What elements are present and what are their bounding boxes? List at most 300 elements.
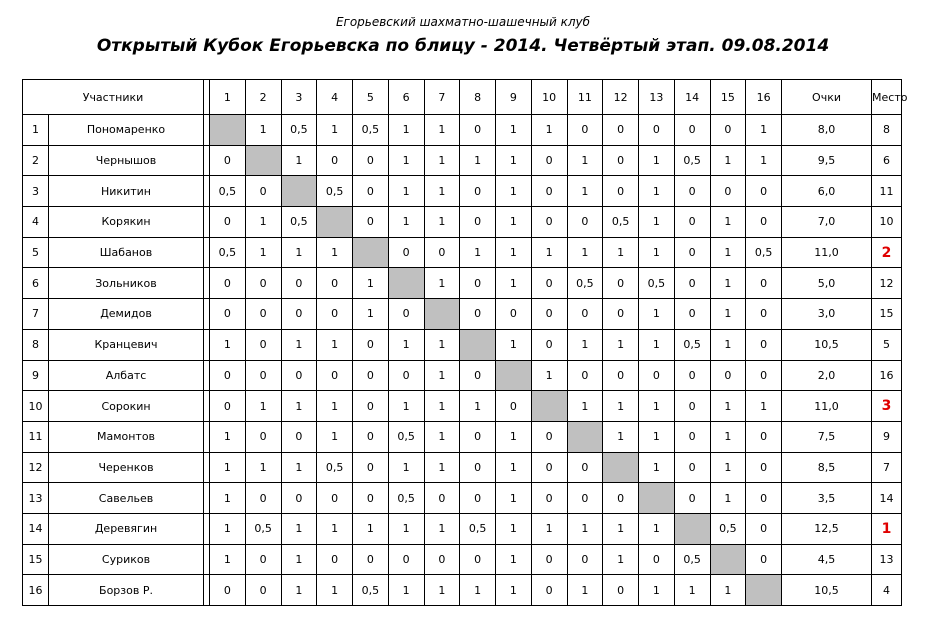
round-header-12: 12 bbox=[603, 80, 639, 115]
result-cell: 1 bbox=[317, 513, 353, 544]
points-cell: 11,0 bbox=[782, 391, 872, 422]
result-cell: 0 bbox=[281, 268, 317, 299]
result-cell: 1 bbox=[531, 513, 567, 544]
result-cell: 1 bbox=[639, 575, 675, 606]
table-row bbox=[23, 483, 902, 514]
points-cell: 9,5 bbox=[782, 145, 872, 176]
result-cell: 1 bbox=[603, 391, 639, 422]
result-cell: 1 bbox=[281, 544, 317, 575]
result-cell: 0 bbox=[353, 360, 389, 391]
result-cell: 1 bbox=[567, 575, 603, 606]
row-number: 16 bbox=[23, 575, 49, 606]
diagonal-cell bbox=[746, 575, 782, 606]
result-cell: 0,5 bbox=[245, 513, 281, 544]
diagonal-cell bbox=[567, 421, 603, 452]
result-cell: 1 bbox=[531, 237, 567, 268]
result-cell: 0 bbox=[424, 483, 460, 514]
result-cell: 0 bbox=[603, 268, 639, 299]
result-cell: 0 bbox=[710, 115, 746, 146]
result-cell: 0 bbox=[353, 421, 389, 452]
result-cell: 0 bbox=[388, 544, 424, 575]
result-cell: 0,5 bbox=[567, 268, 603, 299]
result-cell: 0 bbox=[281, 360, 317, 391]
result-cell: 0 bbox=[746, 299, 782, 330]
result-cell: 0 bbox=[746, 513, 782, 544]
result-cell: 0,5 bbox=[317, 452, 353, 483]
row-number: 13 bbox=[23, 483, 49, 514]
result-cell: 0 bbox=[746, 452, 782, 483]
table-row bbox=[23, 513, 902, 544]
result-cell: 1 bbox=[460, 391, 496, 422]
result-cell: 0 bbox=[746, 544, 782, 575]
result-cell: 1 bbox=[245, 207, 281, 238]
points-cell: 3,5 bbox=[782, 483, 872, 514]
diagonal-cell bbox=[388, 268, 424, 299]
participant-name: Никитин bbox=[49, 176, 204, 207]
result-cell: 0 bbox=[317, 268, 353, 299]
result-cell: 0 bbox=[674, 207, 710, 238]
result-cell: 1 bbox=[746, 115, 782, 146]
result-cell: 1 bbox=[388, 115, 424, 146]
table-row bbox=[23, 391, 902, 422]
result-cell: 0 bbox=[281, 299, 317, 330]
crosstable-body bbox=[23, 115, 902, 606]
place-cell-prize: 2 bbox=[872, 237, 902, 268]
result-cell: 0 bbox=[210, 268, 246, 299]
result-cell: 0 bbox=[639, 544, 675, 575]
result-cell: 0 bbox=[245, 483, 281, 514]
result-cell: 1 bbox=[317, 115, 353, 146]
points-cell: 7,0 bbox=[782, 207, 872, 238]
diagonal-cell bbox=[460, 329, 496, 360]
round-header-15: 15 bbox=[710, 80, 746, 115]
result-cell: 0 bbox=[245, 329, 281, 360]
diagonal-cell bbox=[281, 176, 317, 207]
result-cell: 1 bbox=[710, 207, 746, 238]
table-row bbox=[23, 237, 902, 268]
result-cell: 1 bbox=[496, 483, 532, 514]
table-row bbox=[23, 268, 902, 299]
points-cell: 12,5 bbox=[782, 513, 872, 544]
result-cell: 0 bbox=[531, 268, 567, 299]
result-cell: 0 bbox=[674, 268, 710, 299]
result-cell: 1 bbox=[460, 237, 496, 268]
table-row bbox=[23, 299, 902, 330]
result-cell: 0 bbox=[567, 483, 603, 514]
header-row bbox=[23, 80, 902, 115]
result-cell: 0 bbox=[496, 391, 532, 422]
round-header-10: 10 bbox=[531, 80, 567, 115]
result-cell: 1 bbox=[531, 115, 567, 146]
result-cell: 0 bbox=[674, 421, 710, 452]
place-cell: 9 bbox=[872, 421, 902, 452]
result-cell: 1 bbox=[424, 575, 460, 606]
result-cell: 1 bbox=[388, 452, 424, 483]
result-cell: 1 bbox=[496, 145, 532, 176]
result-cell: 0 bbox=[674, 115, 710, 146]
result-cell: 0 bbox=[317, 360, 353, 391]
result-cell: 1 bbox=[210, 513, 246, 544]
result-cell: 0 bbox=[317, 544, 353, 575]
result-cell: 0 bbox=[746, 207, 782, 238]
round-header-9: 9 bbox=[496, 80, 532, 115]
result-cell: 0 bbox=[210, 360, 246, 391]
result-cell: 0 bbox=[245, 544, 281, 575]
result-cell: 1 bbox=[496, 115, 532, 146]
result-cell: 0 bbox=[603, 176, 639, 207]
result-cell: 1 bbox=[603, 329, 639, 360]
round-header-1: 1 bbox=[210, 80, 246, 115]
result-cell: 0 bbox=[460, 483, 496, 514]
result-cell: 1 bbox=[496, 575, 532, 606]
result-cell: 0 bbox=[388, 237, 424, 268]
result-cell: 0 bbox=[674, 483, 710, 514]
result-cell: 0 bbox=[460, 299, 496, 330]
result-cell: 1 bbox=[424, 268, 460, 299]
diagonal-cell bbox=[496, 360, 532, 391]
participant-name: Пономаренко bbox=[49, 115, 204, 146]
place-cell: 16 bbox=[872, 360, 902, 391]
result-cell: 1 bbox=[460, 145, 496, 176]
result-cell: 0 bbox=[460, 176, 496, 207]
result-cell: 0 bbox=[460, 421, 496, 452]
result-cell: 1 bbox=[388, 575, 424, 606]
result-cell: 0 bbox=[746, 268, 782, 299]
result-cell: 1 bbox=[710, 575, 746, 606]
result-cell: 1 bbox=[567, 176, 603, 207]
result-cell: 1 bbox=[639, 513, 675, 544]
result-cell: 0 bbox=[317, 145, 353, 176]
result-cell: 0,5 bbox=[210, 176, 246, 207]
participant-name: Сорокин bbox=[49, 391, 204, 422]
participant-name: Корякин bbox=[49, 207, 204, 238]
result-cell: 0 bbox=[317, 299, 353, 330]
table-row bbox=[23, 207, 902, 238]
table-row bbox=[23, 360, 902, 391]
result-cell: 1 bbox=[496, 329, 532, 360]
points-cell: 10,5 bbox=[782, 575, 872, 606]
table-row bbox=[23, 575, 902, 606]
row-number: 11 bbox=[23, 421, 49, 452]
result-cell: 1 bbox=[710, 145, 746, 176]
result-cell: 1 bbox=[710, 237, 746, 268]
result-cell: 1 bbox=[245, 391, 281, 422]
points-cell: 3,0 bbox=[782, 299, 872, 330]
place-cell: 14 bbox=[872, 483, 902, 514]
round-header-8: 8 bbox=[460, 80, 496, 115]
result-cell: 1 bbox=[710, 268, 746, 299]
participant-name: Савельев bbox=[49, 483, 204, 514]
result-cell: 0 bbox=[531, 176, 567, 207]
result-cell: 0 bbox=[388, 360, 424, 391]
result-cell: 1 bbox=[424, 452, 460, 483]
result-cell: 0 bbox=[603, 360, 639, 391]
table-row bbox=[23, 115, 902, 146]
result-cell: 0 bbox=[531, 299, 567, 330]
place-cell: 13 bbox=[872, 544, 902, 575]
result-cell: 0,5 bbox=[710, 513, 746, 544]
result-cell: 1 bbox=[567, 145, 603, 176]
result-cell: 0 bbox=[603, 483, 639, 514]
result-cell: 0 bbox=[245, 575, 281, 606]
result-cell: 0 bbox=[460, 268, 496, 299]
result-cell: 1 bbox=[353, 299, 389, 330]
place-cell-prize: 1 bbox=[872, 513, 902, 544]
row-number: 5 bbox=[23, 237, 49, 268]
participant-name: Кранцевич bbox=[49, 329, 204, 360]
row-number: 7 bbox=[23, 299, 49, 330]
round-header-11: 11 bbox=[567, 80, 603, 115]
result-cell: 1 bbox=[496, 237, 532, 268]
result-cell: 0 bbox=[353, 329, 389, 360]
result-cell: 0,5 bbox=[603, 207, 639, 238]
result-cell: 1 bbox=[424, 329, 460, 360]
result-cell: 1 bbox=[281, 329, 317, 360]
result-cell: 0 bbox=[710, 360, 746, 391]
result-cell: 1 bbox=[603, 544, 639, 575]
result-cell: 1 bbox=[496, 452, 532, 483]
row-number: 2 bbox=[23, 145, 49, 176]
round-header-16: 16 bbox=[746, 80, 782, 115]
points-cell: 8,0 bbox=[782, 115, 872, 146]
result-cell: 0 bbox=[281, 483, 317, 514]
diagonal-cell bbox=[710, 544, 746, 575]
result-cell: 0 bbox=[353, 452, 389, 483]
result-cell: 1 bbox=[388, 329, 424, 360]
result-cell: 0 bbox=[531, 544, 567, 575]
participant-name: Суриков bbox=[49, 544, 204, 575]
result-cell: 1 bbox=[567, 329, 603, 360]
result-cell: 1 bbox=[639, 452, 675, 483]
result-cell: 1 bbox=[424, 176, 460, 207]
result-cell: 1 bbox=[424, 513, 460, 544]
result-cell: 1 bbox=[210, 483, 246, 514]
result-cell: 1 bbox=[210, 421, 246, 452]
participants-header: Участники bbox=[23, 80, 204, 115]
round-header-2: 2 bbox=[245, 80, 281, 115]
row-number: 10 bbox=[23, 391, 49, 422]
diagonal-cell bbox=[245, 145, 281, 176]
result-cell: 1 bbox=[639, 299, 675, 330]
table-row bbox=[23, 544, 902, 575]
result-cell: 0 bbox=[210, 207, 246, 238]
result-cell: 0,5 bbox=[674, 544, 710, 575]
participant-name: Борзов Р. bbox=[49, 575, 204, 606]
result-cell: 0 bbox=[531, 452, 567, 483]
row-number: 14 bbox=[23, 513, 49, 544]
result-cell: 0 bbox=[531, 207, 567, 238]
points-cell: 11,0 bbox=[782, 237, 872, 268]
result-cell: 0 bbox=[674, 299, 710, 330]
result-cell: 1 bbox=[353, 513, 389, 544]
result-cell: 1 bbox=[603, 237, 639, 268]
diagonal-cell bbox=[317, 207, 353, 238]
result-cell: 0 bbox=[567, 115, 603, 146]
points-cell: 6,0 bbox=[782, 176, 872, 207]
row-number: 9 bbox=[23, 360, 49, 391]
result-cell: 0 bbox=[746, 483, 782, 514]
result-cell: 0 bbox=[746, 360, 782, 391]
result-cell: 1 bbox=[496, 513, 532, 544]
row-number: 4 bbox=[23, 207, 49, 238]
result-cell: 1 bbox=[710, 421, 746, 452]
result-cell: 0 bbox=[567, 299, 603, 330]
result-cell: 0 bbox=[567, 207, 603, 238]
round-header-6: 6 bbox=[388, 80, 424, 115]
result-cell: 1 bbox=[674, 575, 710, 606]
diagonal-cell bbox=[674, 513, 710, 544]
result-cell: 1 bbox=[317, 329, 353, 360]
row-number: 15 bbox=[23, 544, 49, 575]
place-cell-prize: 3 bbox=[872, 391, 902, 422]
points-cell: 4,5 bbox=[782, 544, 872, 575]
place-cell: 11 bbox=[872, 176, 902, 207]
result-cell: 1 bbox=[210, 452, 246, 483]
result-cell: 0 bbox=[460, 115, 496, 146]
points-cell: 5,0 bbox=[782, 268, 872, 299]
result-cell: 0 bbox=[531, 483, 567, 514]
row-number: 1 bbox=[23, 115, 49, 146]
result-cell: 0 bbox=[531, 575, 567, 606]
result-cell: 0 bbox=[245, 421, 281, 452]
result-cell: 1 bbox=[388, 145, 424, 176]
place-cell: 7 bbox=[872, 452, 902, 483]
page-title: Открытый Кубок Егорьевска по блицу - 2014. Четвёртый этап. 09.08.2014 bbox=[96, 36, 830, 56]
result-cell: 0 bbox=[746, 176, 782, 207]
result-cell: 0 bbox=[710, 176, 746, 207]
result-cell: 1 bbox=[496, 544, 532, 575]
result-cell: 0 bbox=[424, 237, 460, 268]
result-cell: 1 bbox=[281, 391, 317, 422]
result-cell: 1 bbox=[710, 329, 746, 360]
result-cell: 0 bbox=[531, 421, 567, 452]
result-cell: 1 bbox=[639, 329, 675, 360]
result-cell: 1 bbox=[353, 268, 389, 299]
participant-name: Шабанов bbox=[49, 237, 204, 268]
diagonal-cell bbox=[210, 115, 246, 146]
result-cell: 0 bbox=[460, 360, 496, 391]
result-cell: 0,5 bbox=[281, 115, 317, 146]
result-cell: 0 bbox=[353, 391, 389, 422]
result-cell: 1 bbox=[710, 391, 746, 422]
result-cell: 0 bbox=[603, 299, 639, 330]
result-cell: 1 bbox=[710, 452, 746, 483]
result-cell: 0 bbox=[210, 299, 246, 330]
result-cell: 0,5 bbox=[317, 176, 353, 207]
result-cell: 1 bbox=[710, 299, 746, 330]
participant-name: Черенков bbox=[49, 452, 204, 483]
result-cell: 0 bbox=[460, 452, 496, 483]
table-row bbox=[23, 329, 902, 360]
result-cell: 0 bbox=[567, 360, 603, 391]
result-cell: 0 bbox=[245, 268, 281, 299]
result-cell: 0 bbox=[674, 176, 710, 207]
result-cell: 1 bbox=[317, 237, 353, 268]
result-cell: 1 bbox=[496, 421, 532, 452]
round-header-13: 13 bbox=[639, 80, 675, 115]
result-cell: 1 bbox=[317, 391, 353, 422]
round-header-14: 14 bbox=[674, 80, 710, 115]
result-cell: 0 bbox=[210, 391, 246, 422]
result-cell: 0,5 bbox=[746, 237, 782, 268]
result-cell: 1 bbox=[424, 145, 460, 176]
result-cell: 0,5 bbox=[353, 115, 389, 146]
result-cell: 1 bbox=[424, 421, 460, 452]
table-row bbox=[23, 421, 902, 452]
result-cell: 0,5 bbox=[460, 513, 496, 544]
result-cell: 1 bbox=[639, 237, 675, 268]
result-cell: 0,5 bbox=[639, 268, 675, 299]
result-cell: 0 bbox=[353, 544, 389, 575]
participant-name: Мамонтов bbox=[49, 421, 204, 452]
result-cell: 1 bbox=[531, 360, 567, 391]
round-header-5: 5 bbox=[353, 80, 389, 115]
crosstable bbox=[22, 79, 908, 606]
result-cell: 1 bbox=[639, 391, 675, 422]
points-cell: 2,0 bbox=[782, 360, 872, 391]
participant-name: Демидов bbox=[49, 299, 204, 330]
row-number: 12 bbox=[23, 452, 49, 483]
diagonal-cell bbox=[639, 483, 675, 514]
result-cell: 1 bbox=[317, 575, 353, 606]
place-header: Место bbox=[872, 80, 902, 115]
place-cell: 4 bbox=[872, 575, 902, 606]
result-cell: 0,5 bbox=[388, 421, 424, 452]
result-cell: 0 bbox=[460, 207, 496, 238]
result-cell: 0 bbox=[245, 299, 281, 330]
result-cell: 0 bbox=[317, 483, 353, 514]
result-cell: 0 bbox=[245, 176, 281, 207]
result-cell: 0,5 bbox=[281, 207, 317, 238]
result-cell: 0 bbox=[639, 115, 675, 146]
result-cell: 0 bbox=[639, 360, 675, 391]
result-cell: 0,5 bbox=[674, 329, 710, 360]
table-row bbox=[23, 452, 902, 483]
result-cell: 0 bbox=[353, 145, 389, 176]
result-cell: 1 bbox=[746, 145, 782, 176]
result-cell: 1 bbox=[424, 360, 460, 391]
diagonal-cell bbox=[424, 299, 460, 330]
result-cell: 0 bbox=[567, 452, 603, 483]
result-cell: 1 bbox=[496, 176, 532, 207]
points-cell: 7,5 bbox=[782, 421, 872, 452]
result-cell: 0 bbox=[210, 575, 246, 606]
result-cell: 0 bbox=[674, 452, 710, 483]
participant-name: Зольников bbox=[49, 268, 204, 299]
result-cell: 1 bbox=[317, 421, 353, 452]
points-header: Очки bbox=[782, 80, 872, 115]
result-cell: 0 bbox=[353, 176, 389, 207]
result-cell: 0 bbox=[460, 544, 496, 575]
club-name: Егорьевский шахматно-шашечный клуб bbox=[335, 15, 591, 29]
result-cell: 1 bbox=[710, 483, 746, 514]
result-cell: 1 bbox=[639, 176, 675, 207]
result-cell: 0 bbox=[746, 329, 782, 360]
result-cell: 1 bbox=[639, 145, 675, 176]
result-cell: 0 bbox=[353, 207, 389, 238]
result-cell: 1 bbox=[603, 513, 639, 544]
row-number: 8 bbox=[23, 329, 49, 360]
result-cell: 1 bbox=[210, 329, 246, 360]
row-number: 3 bbox=[23, 176, 49, 207]
table-row bbox=[23, 145, 902, 176]
result-cell: 1 bbox=[639, 421, 675, 452]
result-cell: 1 bbox=[746, 391, 782, 422]
result-cell: 0 bbox=[603, 115, 639, 146]
place-cell: 12 bbox=[872, 268, 902, 299]
result-cell: 0,5 bbox=[674, 145, 710, 176]
points-cell: 10,5 bbox=[782, 329, 872, 360]
